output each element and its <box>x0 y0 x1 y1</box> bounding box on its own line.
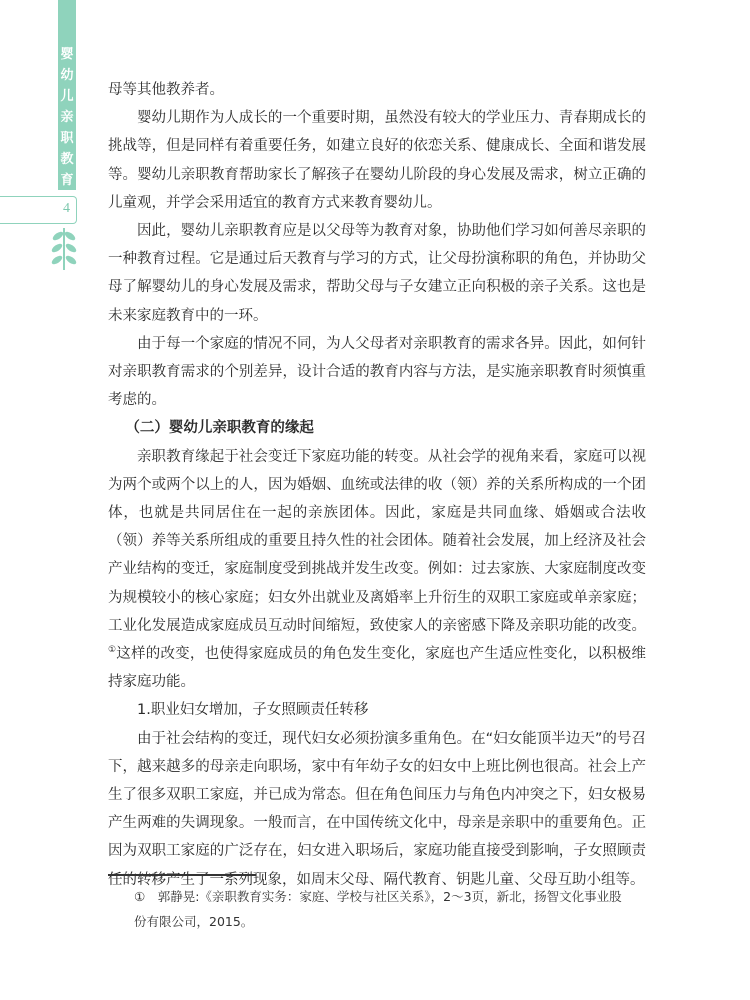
footnote <box>134 884 634 934</box>
footnote-divider <box>108 874 256 876</box>
footnote-marker[interactable]: ① <box>108 645 117 656</box>
page-number: 4 <box>63 201 70 216</box>
paragraph: 因此，婴幼儿亲职教育应是以父母等为教育对象，协助他们学习如何善尽亲职的一种教育过程。它是通过后天教育与学习的方式，让父母扮演称职的角色，并协助父母了解婴幼儿的身心发展及需求，帮助父母与子女建立正向积极的亲子关系。这也是未来家庭教育中的一环。 <box>108 223 646 324</box>
paragraph-continued: 母等其他教养者。 <box>108 82 224 98</box>
paragraph: 由于每一个家庭的情况不同，为人父母者对亲职教育的需求各异。因此，如何针对亲职教育需求的个别差异，设计合适的教育内容与方法，是实施亲职教育时须慎重考虑的。 <box>108 335 646 409</box>
sidebar-section-tab <box>58 0 76 190</box>
paragraph: 由于社会结构的变迁，现代妇女必须扮演多重角色。在“妇女能顶半边天”的号召下，越来越多的母亲走向职场，家中有年幼子女的妇女中上班比例也很高。社会上产生了很多双职工家庭，并已成为常态。但在角色间压力与角色内冲突之下，妇女极易产生两难的失调现象。一般而言，在中国传统文化中，母亲是亲职中的重要角色。正因为双职工家庭的广泛存在，妇女进入职场后，家庭功能直接受到影响，子女照顾责任的转移产生了一系列现象，如周末父母、隔代教育、钥匙儿童、父母互助小组等。 <box>108 730 646 888</box>
paragraph: 婴幼儿期作为人成长的一个重要时期，虽然没有较大的学业压力、青春期成长的挑战等，但是同样有着重要任务，如建立良好的依恋关系、健康成长、全面和谐发展等。婴幼儿亲职教育帮助家长了解孩子在婴幼儿阶段的身心发展及需求，树立正确的儿童观，并学会采用适宜的教育方式来教育婴幼儿。 <box>108 110 646 211</box>
paragraph-with-footnote <box>108 443 646 697</box>
section-heading: （二）婴幼儿亲职教育的缘起 <box>125 420 314 437</box>
leaf-sprig-icon <box>50 226 78 272</box>
sidebar-section-title: 婴幼儿亲职教育 <box>60 47 74 188</box>
subsection-heading: 1.职业妇女增加，子女照顾责任转移 <box>137 702 369 719</box>
paragraph-text: 亲职教育缘起于社会变迁下家庭功能的转变。从社会学的视角来看，家庭可以视为两个或两个以上的人，因为婚姻、血统或法律的收（领）养的关系所构成的一个团体，也就是共同居住在一起的亲族团体。因此，家庭是共同血缘、婚姻或合法收（领）养等关系所组成的重要且持久性的社会团体。随着社会发展，加上经济及社会产业结构的变迁，家庭制度受到挑战并发生改变。例如：过去家族、大家庭制度改变为规模较小的核心家庭；妇女外出就业及离婚率上升衍生的双职工家庭或单亲家庭；工业化发展造成家庭成员互动时间缩短，致使家人的亲密感下降及亲职功能的改变。 <box>108 448 646 634</box>
page-number-box <box>0 196 77 224</box>
paragraph-text: 这样的改变，也使得家庭成员的角色发生变化，家庭也产生适应性变化，以积极维持家庭功能。 <box>108 646 646 691</box>
body-text <box>108 76 646 894</box>
footnote-text: ① 郭静晃:《亲职教育实务：家庭、学校与社区关系》，2～3页，新北，扬智文化事业股份有限公司，2015。 <box>134 889 622 929</box>
